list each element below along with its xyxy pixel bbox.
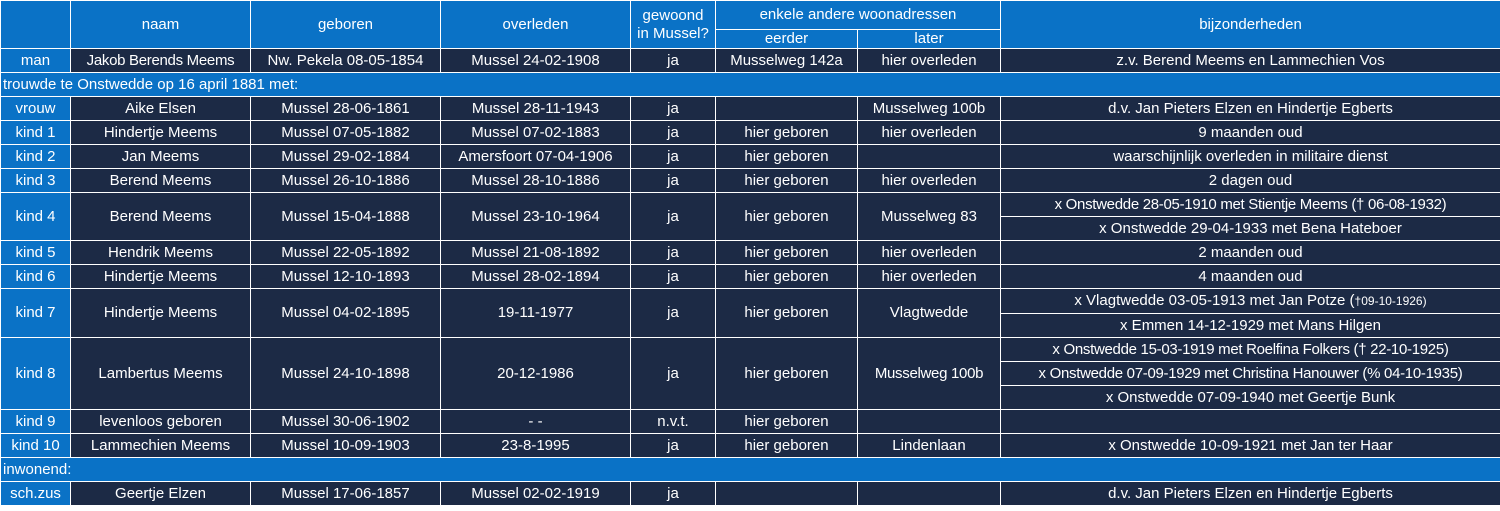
details-cell: x Onstwedde 10-09-1921 met Jan ter Haar (1001, 434, 1500, 458)
details-cell: 4 maanden oud (1001, 265, 1500, 289)
row-man (1, 49, 1500, 73)
row-kind-2 (1, 145, 1500, 169)
row-section-marriage (1, 73, 1500, 97)
lived-cell: n.v.t. (631, 410, 716, 434)
section-inwonend-label: inwonend: (1, 458, 1500, 482)
died-cell: 20-12-1986 (441, 338, 631, 410)
born-cell: Mussel 22-05-1892 (251, 241, 441, 265)
address-after-cell: Lindenlaan (858, 434, 1001, 458)
row-kind-4 (1, 193, 1500, 217)
row-section-inwonend (1, 458, 1500, 482)
address-before-cell: hier geboren (716, 434, 858, 458)
born-cell: Mussel 15-04-1888 (251, 193, 441, 241)
born-cell: Mussel 12-10-1893 (251, 265, 441, 289)
lived-cell: ja (631, 121, 716, 145)
details-cell: z.v. Berend Meems en Lammechien Vos (1001, 49, 1500, 73)
born-cell: Mussel 30-06-1902 (251, 410, 441, 434)
header-gewoond-line2: in Mussel? (637, 24, 709, 42)
role-label: sch.zus (1, 482, 71, 506)
lived-cell: ja (631, 338, 716, 410)
address-after-cell: hier overleden (858, 241, 1001, 265)
name-cell: Hindertje Meems (71, 121, 251, 145)
role-label: kind 4 (1, 193, 71, 241)
died-cell: Mussel 02-02-1919 (441, 482, 631, 506)
died-cell: Amersfoort 07-04-1906 (441, 145, 631, 169)
details-cell: d.v. Jan Pieters Elzen en Hindertje Egberts (1001, 97, 1500, 121)
address-before-cell: hier geboren (716, 289, 858, 338)
address-after-cell (858, 410, 1001, 434)
name-cell: Hindertje Meems (71, 265, 251, 289)
role-label: kind 10 (1, 434, 71, 458)
details-cell: 2 dagen oud (1001, 169, 1500, 193)
address-after-cell: Musselweg 100b (858, 97, 1001, 121)
details-cell: 2 maanden oud (1001, 241, 1500, 265)
address-after-cell (858, 482, 1001, 506)
address-before-cell: hier geboren (716, 265, 858, 289)
address-after-cell: Vlagtwedde (858, 289, 1001, 338)
died-cell: Mussel 21-08-1892 (441, 241, 631, 265)
lived-cell: ja (631, 169, 716, 193)
header-naam: naam (71, 1, 251, 49)
row-kind-6 (1, 265, 1500, 289)
died-cell: Mussel 28-11-1943 (441, 97, 631, 121)
row-kind-1 (1, 121, 1500, 145)
role-label: kind 6 (1, 265, 71, 289)
died-cell: Mussel 07-02-1883 (441, 121, 631, 145)
details-cell: x Onstwedde 07-09-1929 met Christina Hanouwer (% 04-10-1935) (1001, 362, 1500, 386)
details-death-date: †09-10-1926) (1354, 294, 1427, 308)
name-cell: Lammechien Meems (71, 434, 251, 458)
role-label: kind 5 (1, 241, 71, 265)
address-after-cell: Musselweg 83 (858, 193, 1001, 241)
header-bijzonderheden: bijzonderheden (1001, 1, 1500, 49)
lived-cell: ja (631, 434, 716, 458)
address-before-cell: hier geboren (716, 338, 858, 410)
header-later: later (858, 30, 1001, 49)
name-cell: Geertje Elzen (71, 482, 251, 506)
row-vrouw (1, 97, 1500, 121)
name-cell: Berend Meems (71, 193, 251, 241)
lived-cell: ja (631, 193, 716, 241)
died-cell: 23-8-1995 (441, 434, 631, 458)
address-before-cell: hier geboren (716, 410, 858, 434)
address-before-cell (716, 97, 858, 121)
born-cell: Mussel 29-02-1884 (251, 145, 441, 169)
address-before-cell: hier geboren (716, 241, 858, 265)
died-cell: Mussel 24-02-1908 (441, 49, 631, 73)
details-cell: x Emmen 14-12-1929 met Mans Hilgen (1001, 314, 1500, 338)
details-cell: d.v. Jan Pieters Elzen en Hindertje Egberts (1001, 482, 1500, 506)
born-cell: Mussel 26-10-1886 (251, 169, 441, 193)
address-after-cell: hier overleden (858, 121, 1001, 145)
row-kind-10 (1, 434, 1500, 458)
name-cell: Hendrik Meems (71, 241, 251, 265)
details-cell: x Onstwedde 29-04-1933 met Bena Hateboer (1001, 217, 1500, 241)
details-cell: x Onstwedde 28-05-1910 met Stientje Meems († 06-08-1932) (1001, 193, 1500, 217)
role-label: vrouw (1, 97, 71, 121)
header-eerder: eerder (716, 30, 858, 49)
details-cell (1001, 289, 1500, 314)
address-after-cell: hier overleden (858, 169, 1001, 193)
address-before-cell: hier geboren (716, 193, 858, 241)
role-label: kind 8 (1, 338, 71, 410)
born-cell: Mussel 28-06-1861 (251, 97, 441, 121)
died-cell: Mussel 23-10-1964 (441, 193, 631, 241)
row-kind-8 (1, 338, 1500, 362)
died-cell: - - (441, 410, 631, 434)
header-woonadressen: enkele andere woonadressen (716, 1, 1001, 30)
role-label: kind 9 (1, 410, 71, 434)
lived-cell: ja (631, 241, 716, 265)
lived-cell: ja (631, 49, 716, 73)
lived-cell: ja (631, 97, 716, 121)
died-cell: 19-11-1977 (441, 289, 631, 338)
role-label: kind 3 (1, 169, 71, 193)
details-cell: x Onstwedde 15-03-1919 met Roelfina Folkers († 22-10-1925) (1001, 338, 1500, 362)
born-cell: Mussel 07-05-1882 (251, 121, 441, 145)
row-schzus (1, 482, 1500, 506)
born-cell: Nw. Pekela 08-05-1854 (251, 49, 441, 73)
section-marriage-label: trouwde te Onstwedde op 16 april 1881 met: (1, 73, 1500, 97)
address-after-cell: hier overleden (858, 49, 1001, 73)
lived-cell: ja (631, 289, 716, 338)
header-corner (1, 1, 71, 49)
name-cell: Hindertje Meems (71, 289, 251, 338)
lived-cell: ja (631, 265, 716, 289)
name-cell: Jan Meems (71, 145, 251, 169)
details-cell: x Onstwedde 07-09-1940 met Geertje Bunk (1001, 386, 1500, 410)
details-cell: waarschijnlijk overleden in militaire dienst (1001, 145, 1500, 169)
role-label: kind 7 (1, 289, 71, 338)
address-before-cell: hier geboren (716, 145, 858, 169)
role-label: kind 2 (1, 145, 71, 169)
address-before-cell: hier geboren (716, 169, 858, 193)
name-cell: levenloos geboren (71, 410, 251, 434)
died-cell: Mussel 28-02-1894 (441, 265, 631, 289)
row-kind-7 (1, 289, 1500, 314)
role-label: man (1, 49, 71, 73)
name-cell: Lambertus Meems (71, 338, 251, 410)
header-overleden: overleden (441, 1, 631, 49)
address-before-cell: Musselweg 142a (716, 49, 858, 73)
lived-cell: ja (631, 482, 716, 506)
name-cell: Aike Elsen (71, 97, 251, 121)
born-cell: Mussel 10-09-1903 (251, 434, 441, 458)
lived-cell: ja (631, 145, 716, 169)
died-cell: Mussel 28-10-1886 (441, 169, 631, 193)
address-after-cell: Musselweg 100b (858, 338, 1001, 410)
header-gewoond-line1: gewoond (642, 6, 704, 24)
row-kind-5 (1, 241, 1500, 265)
details-cell: 9 maanden oud (1001, 121, 1500, 145)
born-cell: Mussel 24-10-1898 (251, 338, 441, 410)
name-cell: Jakob Berends Meems (71, 49, 251, 73)
address-after-cell: hier overleden (858, 265, 1001, 289)
header-geboren: geboren (251, 1, 441, 49)
row-kind-3 (1, 169, 1500, 193)
details-text: x Vlagtwedde 03-05-1913 met Jan Potze ( (1074, 292, 1355, 309)
name-cell: Berend Meems (71, 169, 251, 193)
address-before-cell: hier geboren (716, 121, 858, 145)
details-cell (1001, 410, 1500, 434)
born-cell: Mussel 17-06-1857 (251, 482, 441, 506)
role-label: kind 1 (1, 121, 71, 145)
address-before-cell (716, 482, 858, 506)
header-gewoond (631, 1, 716, 49)
address-after-cell (858, 145, 1001, 169)
row-kind-9 (1, 410, 1500, 434)
born-cell: Mussel 04-02-1895 (251, 289, 441, 338)
